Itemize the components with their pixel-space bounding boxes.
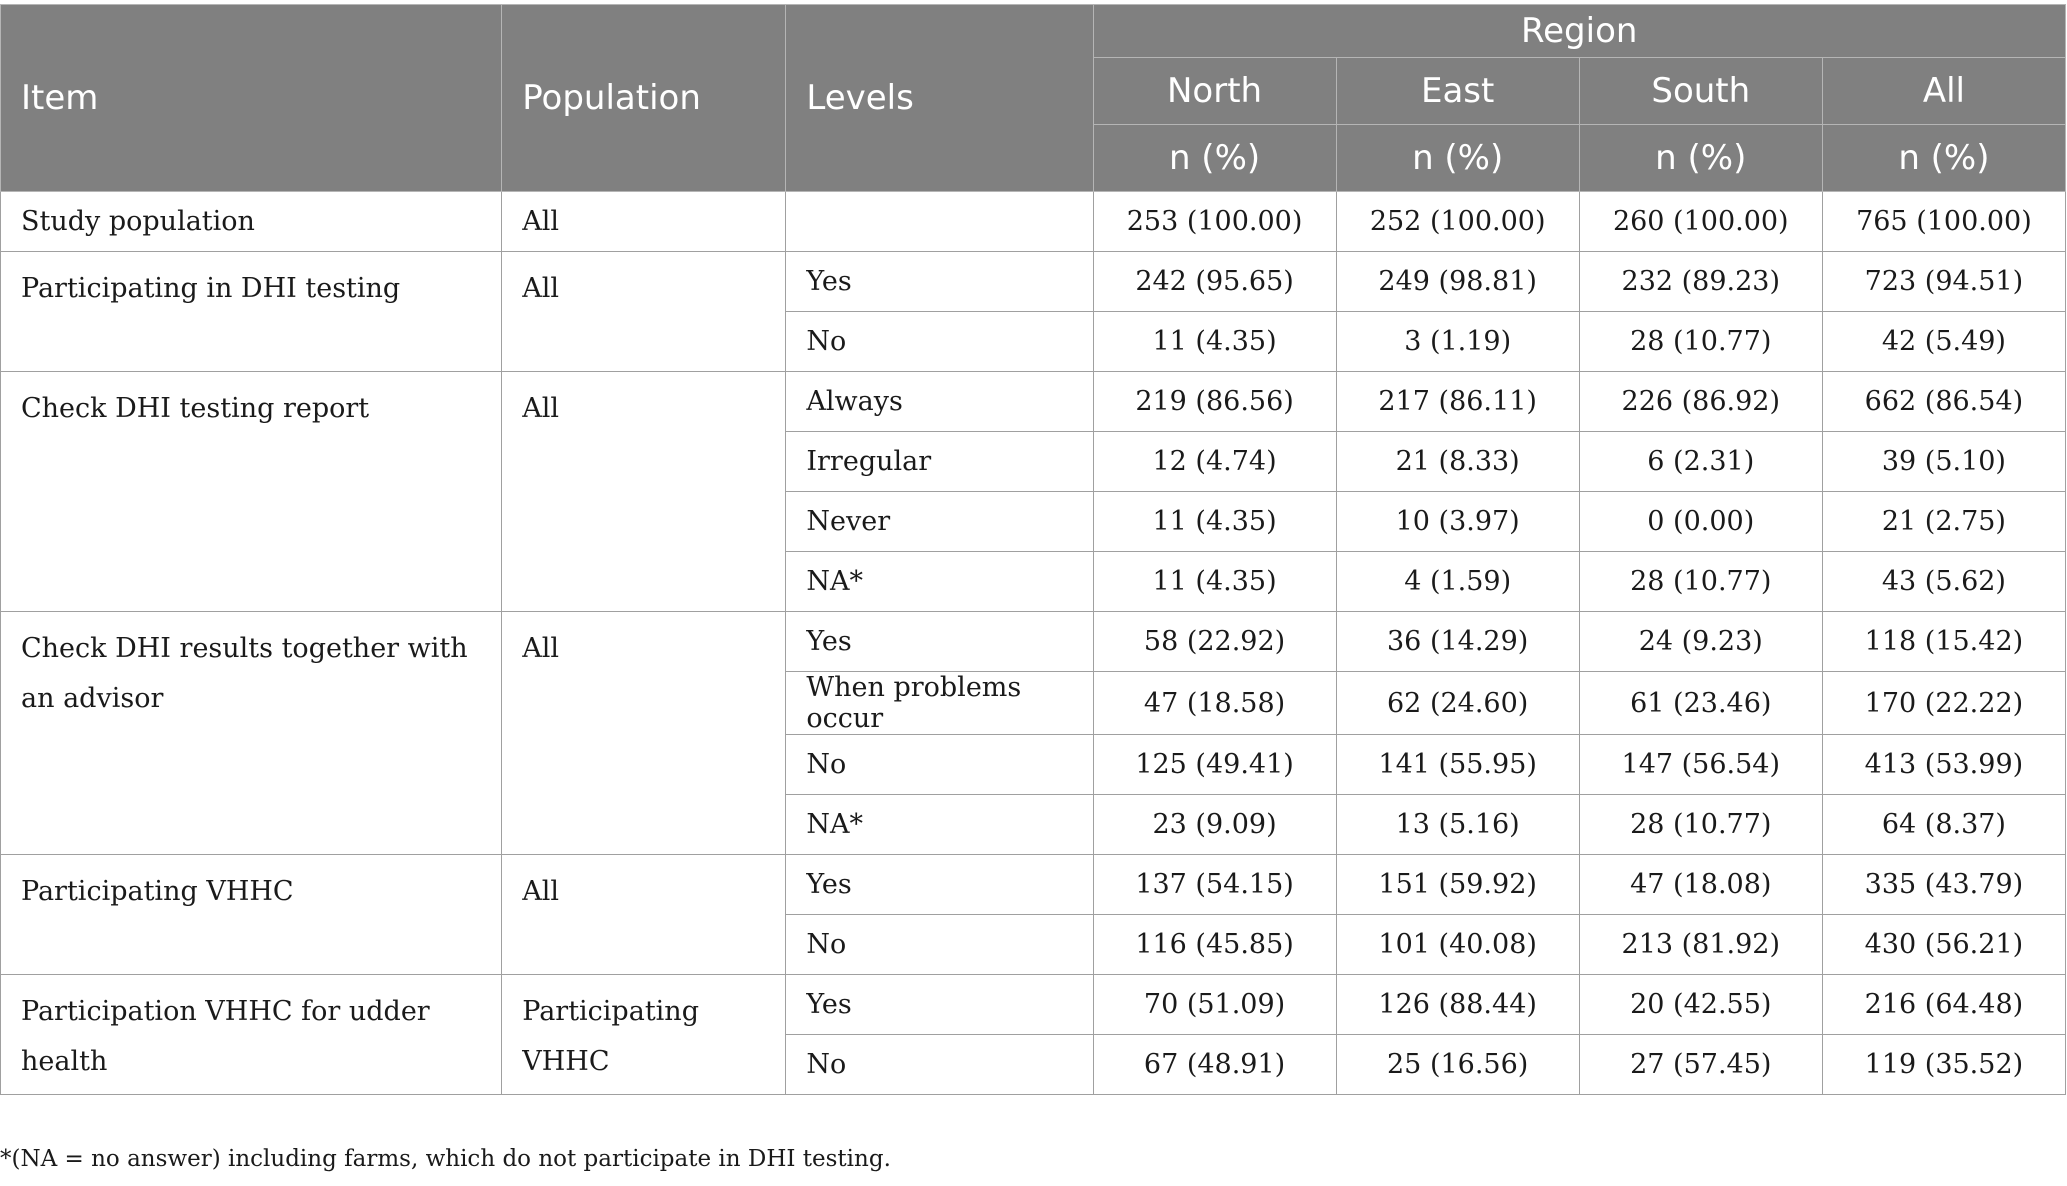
population-cell [502, 855, 786, 975]
value-cell: 252 (100.00) [1336, 192, 1579, 252]
level-cell: NA* [786, 552, 1093, 612]
value-cell: 42 (5.49) [1822, 312, 2065, 372]
value-cell: 101 (40.08) [1336, 915, 1579, 975]
value-cell: 61 (23.46) [1579, 672, 1822, 735]
value-cell: 11 (4.35) [1093, 552, 1336, 612]
population-label: All [522, 876, 560, 907]
value-cell: 58 (22.92) [1093, 612, 1336, 672]
value-cell: 36 (14.29) [1336, 612, 1579, 672]
level-cell: Yes [786, 612, 1093, 672]
value-cell: 413 (53.99) [1822, 735, 2065, 795]
population-label: All [522, 273, 560, 304]
value-cell: 335 (43.79) [1822, 855, 2065, 915]
table-row [1, 855, 2066, 915]
population-label: All [522, 393, 560, 424]
value-cell: 242 (95.65) [1093, 252, 1336, 312]
header-unit: n (%) [1336, 125, 1579, 192]
item-label: Check DHI results together with an advisor [21, 633, 468, 714]
population-cell [502, 252, 786, 372]
item-label: Participating VHHC [21, 876, 294, 907]
value-cell: 27 (57.45) [1579, 1035, 1822, 1095]
value-cell: 723 (94.51) [1822, 252, 2065, 312]
header-item: Item [1, 5, 502, 192]
value-cell: 39 (5.10) [1822, 432, 2065, 492]
value-cell: 62 (24.60) [1336, 672, 1579, 735]
level-cell: Yes [786, 855, 1093, 915]
header-region-all: All [1822, 58, 2065, 125]
header-region: Region [1093, 5, 2066, 58]
value-cell: 28 (10.77) [1579, 552, 1822, 612]
value-cell: 21 (8.33) [1336, 432, 1579, 492]
value-cell: 260 (100.00) [1579, 192, 1822, 252]
header-population: Population [502, 5, 786, 192]
population-cell: All [502, 192, 786, 252]
value-cell: 28 (10.77) [1579, 795, 1822, 855]
level-cell [786, 192, 1093, 252]
value-cell: 47 (18.08) [1579, 855, 1822, 915]
value-cell: 3 (1.19) [1336, 312, 1579, 372]
value-cell: 216 (64.48) [1822, 975, 2065, 1035]
item-cell: Study population [1, 192, 502, 252]
item-label: Participation VHHC for udder health [21, 996, 430, 1077]
level-cell: No [786, 1035, 1093, 1095]
item-cell [1, 372, 502, 612]
value-cell: 765 (100.00) [1822, 192, 2065, 252]
header-unit: n (%) [1093, 125, 1336, 192]
table-row [1, 192, 2066, 252]
value-cell: 70 (51.09) [1093, 975, 1336, 1035]
value-cell: 64 (8.37) [1822, 795, 2065, 855]
value-cell: 137 (54.15) [1093, 855, 1336, 915]
value-cell: 253 (100.00) [1093, 192, 1336, 252]
level-cell: Irregular [786, 432, 1093, 492]
table-row [1, 372, 2066, 432]
level-cell: No [786, 312, 1093, 372]
value-cell: 10 (3.97) [1336, 492, 1579, 552]
value-cell: 226 (86.92) [1579, 372, 1822, 432]
population-cell [502, 372, 786, 612]
table-row [1, 612, 2066, 672]
value-cell: 12 (4.74) [1093, 432, 1336, 492]
value-cell: 47 (18.58) [1093, 672, 1336, 735]
value-cell: 6 (2.31) [1579, 432, 1822, 492]
value-cell: 151 (59.92) [1336, 855, 1579, 915]
level-cell: No [786, 915, 1093, 975]
table-header [1, 5, 2066, 192]
value-cell: 430 (56.21) [1822, 915, 2065, 975]
value-cell: 232 (89.23) [1579, 252, 1822, 312]
value-cell: 126 (88.44) [1336, 975, 1579, 1035]
header-region-north: North [1093, 58, 1336, 125]
item-cell [1, 975, 502, 1095]
table-row [1, 975, 2066, 1035]
value-cell: 116 (45.85) [1093, 915, 1336, 975]
population-label: Participating VHHC [522, 996, 699, 1077]
value-cell: 25 (16.56) [1336, 1035, 1579, 1095]
value-cell: 20 (42.55) [1579, 975, 1822, 1035]
level-cell: No [786, 735, 1093, 795]
level-cell: Never [786, 492, 1093, 552]
header-levels: Levels [786, 5, 1093, 192]
value-cell: 213 (81.92) [1579, 915, 1822, 975]
table-footnote: *(NA = no answer) including farms, which do not participate in DHI testing. [0, 1146, 891, 1172]
population-cell [502, 975, 786, 1095]
value-cell: 43 (5.62) [1822, 552, 2065, 612]
population-label: All [522, 633, 560, 664]
item-cell [1, 252, 502, 372]
value-cell: 147 (56.54) [1579, 735, 1822, 795]
value-cell: 249 (98.81) [1336, 252, 1579, 312]
value-cell: 170 (22.22) [1822, 672, 2065, 735]
value-cell: 217 (86.11) [1336, 372, 1579, 432]
value-cell: 141 (55.95) [1336, 735, 1579, 795]
value-cell: 67 (48.91) [1093, 1035, 1336, 1095]
value-cell: 28 (10.77) [1579, 312, 1822, 372]
value-cell: 125 (49.41) [1093, 735, 1336, 795]
value-cell: 23 (9.09) [1093, 795, 1336, 855]
level-cell: Yes [786, 252, 1093, 312]
table-row [1, 252, 2066, 312]
header-unit: n (%) [1822, 125, 2065, 192]
value-cell: 662 (86.54) [1822, 372, 2065, 432]
item-cell [1, 612, 502, 855]
population-cell [502, 612, 786, 855]
value-cell: 4 (1.59) [1336, 552, 1579, 612]
level-cell: NA* [786, 795, 1093, 855]
value-cell: 21 (2.75) [1822, 492, 2065, 552]
value-cell: 24 (9.23) [1579, 612, 1822, 672]
item-label: Check DHI testing report [21, 393, 370, 424]
value-cell: 119 (35.52) [1822, 1035, 2065, 1095]
value-cell: 118 (15.42) [1822, 612, 2065, 672]
level-cell: Always [786, 372, 1093, 432]
level-cell: Yes [786, 975, 1093, 1035]
value-cell: 219 (86.56) [1093, 372, 1336, 432]
value-cell: 13 (5.16) [1336, 795, 1579, 855]
item-cell [1, 855, 502, 975]
header-unit: n (%) [1579, 125, 1822, 192]
item-label: Participating in DHI testing [21, 273, 401, 304]
value-cell: 11 (4.35) [1093, 492, 1336, 552]
header-region-south: South [1579, 58, 1822, 125]
data-table [0, 4, 2066, 1095]
value-cell: 11 (4.35) [1093, 312, 1336, 372]
level-cell: When problems occur [786, 672, 1093, 735]
value-cell: 0 (0.00) [1579, 492, 1822, 552]
header-region-east: East [1336, 58, 1579, 125]
